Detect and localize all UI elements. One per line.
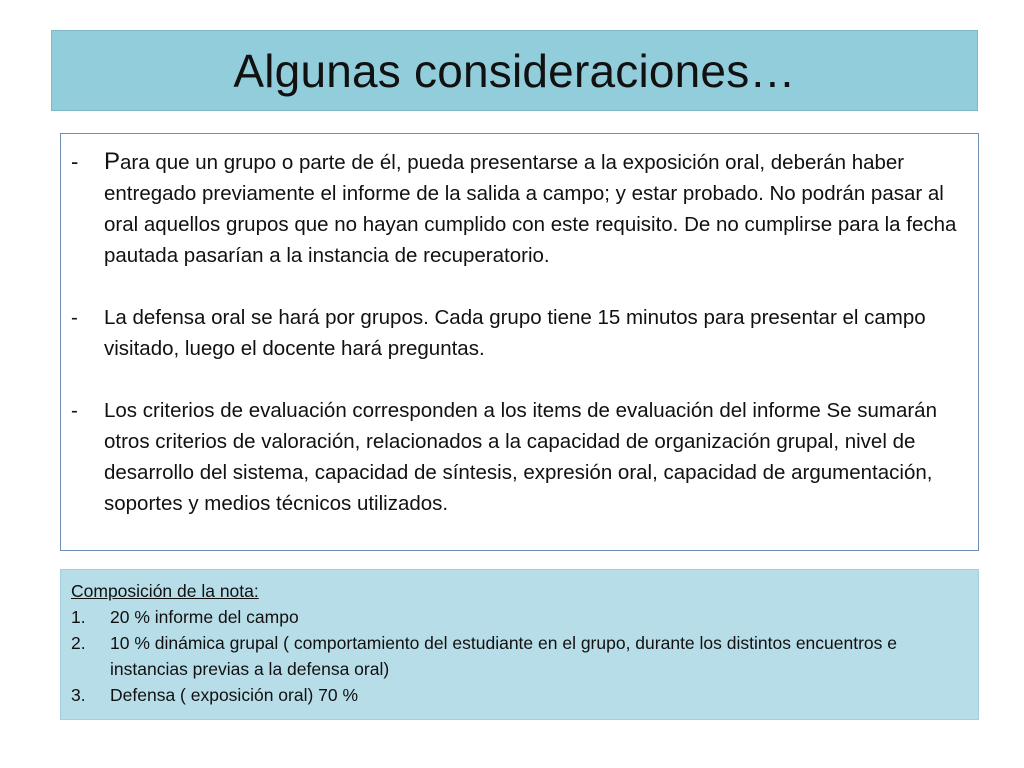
bullet-item bbox=[71, 302, 962, 364]
bullet-marker: - bbox=[71, 306, 78, 329]
grade-composition-list bbox=[71, 604, 968, 708]
list-item-text: 10 % dinámica grupal ( comportamiento del estudiante en el grupo, durante los distintos encuentros e instancias previas a la defensa oral) bbox=[110, 633, 897, 679]
bullet-marker: - bbox=[71, 399, 78, 422]
list-item bbox=[71, 682, 968, 708]
list-item-text: Defensa ( exposición oral) 70 % bbox=[110, 685, 359, 705]
bullet-text: Los criterios de evaluación corresponden a los items de evaluación del informe Se sumarán otros criterios de valoración, relacionados a la capacidad de organización grupal, nivel de desarrollo del sistema, capacidad de síntesis, expresión oral, capacidad de argumentación, soportes y medios técnicos utilizados. bbox=[104, 399, 937, 515]
list-number: 1. bbox=[71, 607, 86, 627]
list-number: 3. bbox=[71, 685, 86, 705]
list-item bbox=[71, 604, 968, 630]
grade-composition-box bbox=[60, 569, 979, 720]
list-item-text: 20 % informe del campo bbox=[110, 607, 299, 627]
bullet-list bbox=[71, 146, 962, 519]
bullet-item bbox=[71, 395, 962, 519]
bullet-text: La defensa oral se hará por grupos. Cada grupo tiene 15 minutos para presentar el campo visitado, luego el docente hará preguntas. bbox=[104, 306, 926, 360]
title-bar bbox=[51, 30, 978, 111]
list-item bbox=[71, 630, 968, 682]
content-box bbox=[60, 133, 979, 551]
list-number: 2. bbox=[71, 633, 86, 653]
bullet-item bbox=[71, 146, 962, 271]
bullet-text: ara que un grupo o parte de él, pueda presentarse a la exposición oral, deberán haber entregado previamente el informe de la salida a campo; y estar probado. No podrán pasar al oral aquellos grupos que no hayan cumplido con este requisito. De no cumplirse para la fecha pautada pasarían a la instancia de recuperatorio. bbox=[104, 151, 957, 267]
bullet-lead-letter: P bbox=[104, 148, 121, 175]
grade-composition-heading: Composición de la nota: bbox=[71, 581, 259, 601]
bullet-marker: - bbox=[71, 149, 79, 174]
slide-title: Algunas consideraciones… bbox=[233, 44, 796, 97]
